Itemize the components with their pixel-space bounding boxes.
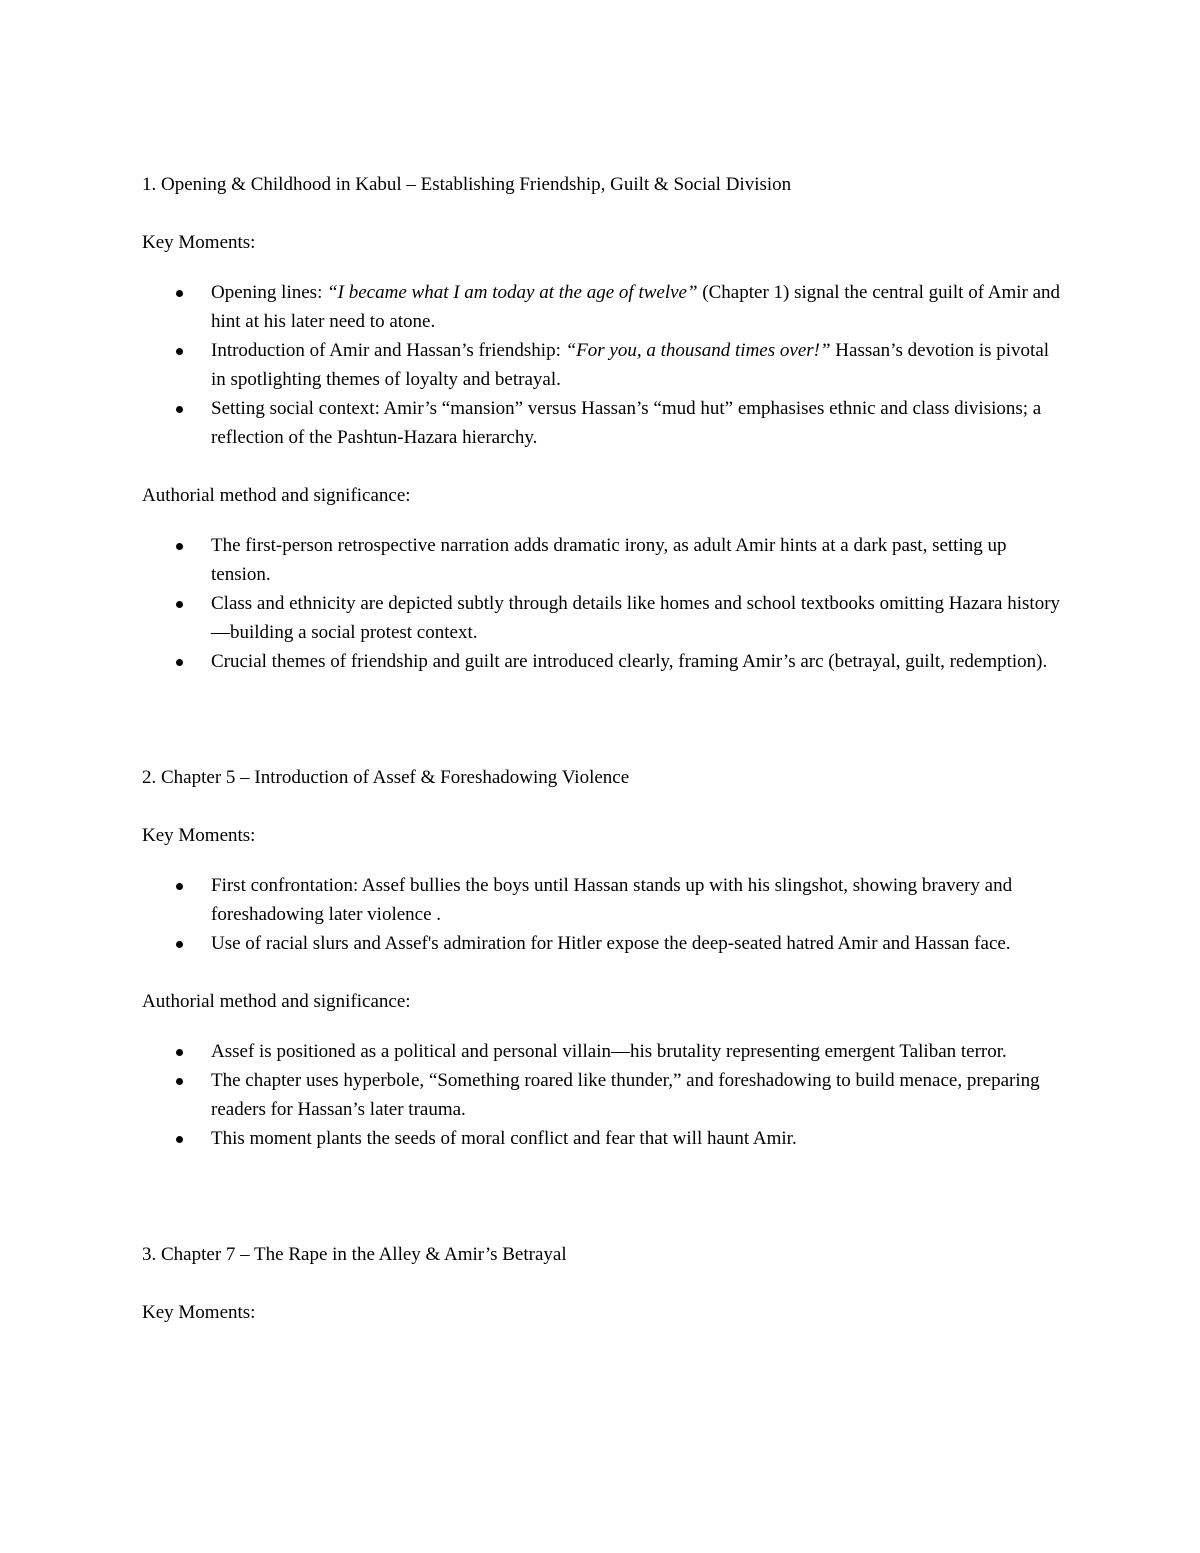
bullet-icon [176, 1078, 183, 1085]
section-1 [142, 170, 1062, 676]
key-moments-label: Key Moments: [142, 825, 256, 846]
list-item-text: Assef is positioned as a political and personal villain—his brutality representing emergent Taliban terror. [211, 1041, 1007, 1062]
section-title: 3. Chapter 7 – The Rape in the Alley & Amir’s Betrayal [142, 1244, 567, 1265]
list-item-text: This moment plants the seeds of moral conflict and fear that will haunt Amir. [211, 1128, 797, 1149]
list-item-text: The first-person retrospective narration adds dramatic irony, as adult Amir hints at a dark past, setting up tension. [211, 535, 1007, 585]
list-item [142, 929, 1062, 958]
bullet-icon [176, 1136, 183, 1143]
bullet-icon [176, 348, 183, 355]
list-item [142, 589, 1062, 647]
list-item-text: Class and ethnicity are depicted subtly through details like homes and school textbooks omitting Hazara history—building a social protest context. [211, 593, 1061, 643]
list-item-text: (Chapter 1) signal the central guilt of Amir and hint at his later need to atone. [211, 282, 1061, 332]
key-moments-label: Key Moments: [142, 1302, 256, 1323]
section-2 [142, 763, 1062, 1153]
list-item-text: Hassan’s devotion is pivotal in spotlighting themes of loyalty and betrayal. [211, 340, 1050, 390]
list-item [142, 278, 1062, 336]
list-item [142, 1066, 1062, 1124]
section-title: 2. Chapter 5 – Introduction of Assef & Foreshadowing Violence [142, 767, 630, 788]
bullet-icon [176, 941, 183, 948]
list-item [142, 1037, 1062, 1066]
method-list [142, 1037, 1062, 1153]
list-item [142, 336, 1062, 394]
list-item-text: Introduction of Amir and Hassan’s friendship: [211, 340, 566, 361]
method-label: Authorial method and significance: [142, 485, 411, 506]
list-item-text: Use of racial slurs and Assef's admiration for Hitler expose the deep-seated hatred Amir and Hassan face. [211, 933, 1011, 954]
key-moments-list [142, 871, 1062, 958]
bullet-icon [176, 406, 183, 413]
bullet-icon [176, 601, 183, 608]
method-list [142, 531, 1062, 676]
bullet-icon [176, 543, 183, 550]
section-title: 1. Opening & Childhood in Kabul – Establishing Friendship, Guilt & Social Division [142, 174, 792, 195]
method-label: Authorial method and significance: [142, 991, 411, 1012]
bullet-icon [176, 1049, 183, 1056]
list-item [142, 531, 1062, 589]
quote-text: “I became what I am today at the age of twelve” [327, 282, 698, 303]
list-item-text: Opening lines: [211, 282, 328, 303]
list-item [142, 1124, 1062, 1153]
key-moments-label: Key Moments: [142, 232, 256, 253]
document-body [142, 170, 1062, 1327]
key-moments-list [142, 278, 1062, 452]
list-item [142, 647, 1062, 676]
section-spacer [142, 676, 1062, 763]
list-item-text: The chapter uses hyperbole, “Something roared like thunder,” and foreshadowing to build menace, preparing readers for Hassan’s later trauma. [211, 1070, 1040, 1120]
section-3 [142, 1240, 1062, 1327]
quote-text: “For you, a thousand times over!” [565, 340, 831, 361]
list-item-text: Crucial themes of friendship and guilt are introduced clearly, framing Amir’s arc (betrayal, guilt, redemption). [211, 651, 1048, 672]
list-item [142, 394, 1062, 452]
list-item [142, 871, 1062, 929]
bullet-icon [176, 290, 183, 297]
bullet-icon [176, 659, 183, 666]
list-item-text: Setting social context: Amir’s “mansion” versus Hassan’s “mud hut” emphasises ethnic and class divisions; a reflection of the Pashtun-Hazara hierarchy. [211, 398, 1042, 448]
bullet-icon [176, 883, 183, 890]
section-spacer [142, 1153, 1062, 1240]
list-item-text: First confrontation: Assef bullies the boys until Hassan stands up with his slingshot, showing bravery and foreshadowing later violence . [211, 875, 1013, 925]
